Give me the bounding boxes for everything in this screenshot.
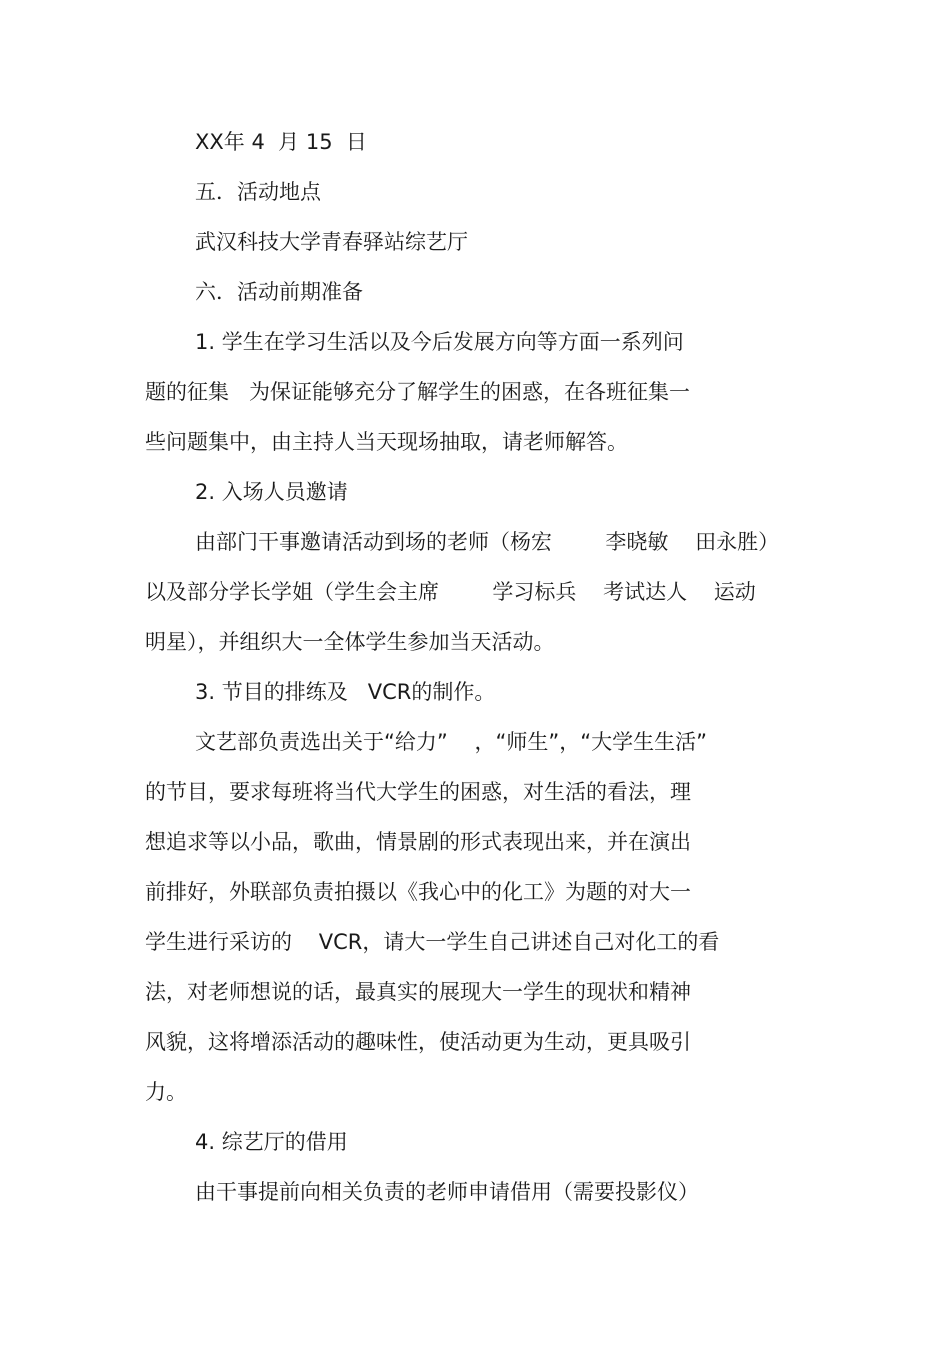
paragraph-line: 由部门干事邀请活动到场的老师（杨宏 李晓敏 田永胜） <box>195 530 780 554</box>
section-heading-venue: 五．活动地点 <box>195 180 321 204</box>
date-line: XX年 4 月 15 日 <box>195 130 367 154</box>
paragraph-line: 前排好，外联部负责拍摄以《我心中的化工》为题的对大一 <box>145 880 691 904</box>
paragraph-line: 由干事提前向相关负责的老师申请借用（需要投影仪） <box>195 1180 699 1204</box>
section-heading-preparation: 六．活动前期准备 <box>195 280 363 304</box>
paragraph-line: 明星），并组织大一全体学生参加当天活动。 <box>145 630 555 654</box>
item-4-heading: 4. 综艺厅的借用 <box>195 1130 348 1154</box>
paragraph-line: 力。 <box>145 1080 187 1104</box>
item-1-heading: 1. 学生在学习生活以及今后发展方向等方面一系列问 <box>195 330 684 354</box>
paragraph-line: 题的征集 为保证能够充分了解学生的困惑，在各班征集一 <box>145 380 691 404</box>
paragraph-line: 些问题集中，由主持人当天现场抽取，请老师解答。 <box>145 430 628 454</box>
paragraph-line: 风貌，这将增添活动的趣味性，使活动更为生动，更具吸引 <box>145 1030 691 1054</box>
item-2-heading: 2. 入场人员邀请 <box>195 480 348 504</box>
paragraph-line: 学生进行采访的 VCR，请大一学生自己讲述自己对化工的看 <box>145 930 720 954</box>
paragraph-line: 文艺部负责选出关于“给力” ，“师生”，“大学生生活” <box>195 730 707 754</box>
item-3-heading: 3. 节目的排练及 VCR的制作。 <box>195 680 496 704</box>
paragraph-line: 想追求等以小品，歌曲，情景剧的形式表现出来，并在演出 <box>145 830 691 854</box>
venue-text: 武汉科技大学青春驿站综艺厅 <box>195 230 468 254</box>
paragraph-line: 的节目，要求每班将当代大学生的困惑，对生活的看法，理 <box>145 780 691 804</box>
paragraph-line: 法，对老师想说的话，最真实的展现大一学生的现状和精神 <box>145 980 691 1004</box>
paragraph-line: 以及部分学长学姐（学生会主席 学习标兵 考试达人 运动 <box>145 580 756 604</box>
